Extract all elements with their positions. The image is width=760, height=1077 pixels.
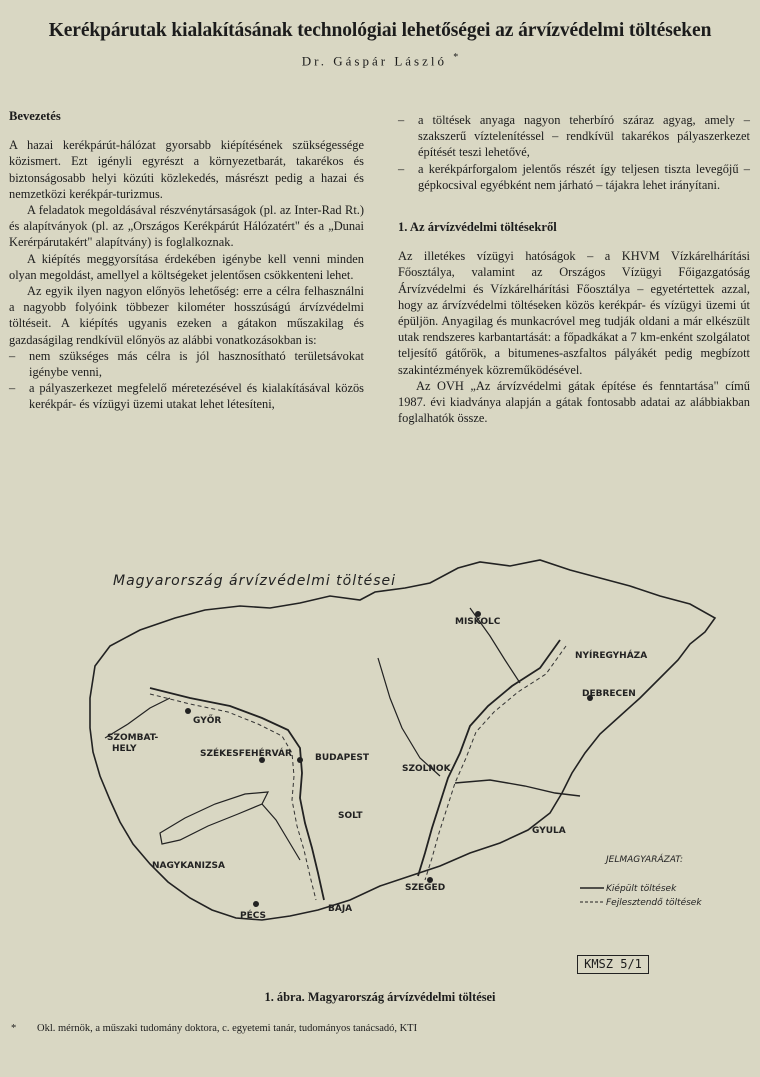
paragraph: A feladatok megoldásával részvénytársaságok (pl. az Inter-Rad Rt.) és alapítványok (pl. az „Országos Kerékpárút Hálózatért" és a „Dunai Kerérpárutakért" alapítvány) is foglalkoznak. [9,203,364,250]
author-name: Dr. Gáspár László [301,53,447,69]
city-szekesfehervar: SZÉKESFEHÉRVÁR [200,749,292,759]
bullet-list [9,348,364,413]
list-item-text: a kerékpárforgalom jelentős részét így teljesen tiszta levegőjű – gépkocsival egyébként nem járható – tájakra lehet irányítani. [418,161,750,192]
map-drawing [0,548,760,988]
footnote-text: Okl. mérnök, a műszaki tudomány doktora, c. egyetemi tanár, tudományos tanácsadó, KTI [37,1023,418,1034]
left-column [9,108,364,413]
paragraph: A hazai kerékpárút-hálózat gyorsabb kiépítésének szükségessége közismert. Ezt igényli egyrészt a környezetbarát, takarékos és biztonságosabb helyi közúti közlekedés, másrészt pedig a hazai és nemzetközi kerékpár-turizmus. [9,138,364,201]
paragraph: A kiépítés meggyorsítása érdekében igénybe kell venni minden olyan megoldást, amellyel a költségeket jelentősen csökkenteni lehet. [9,251,364,282]
figure-caption: 1. ábra. Magyarország árvízvédelmi töltései [264,990,496,1004]
list-item-text: a töltések anyaga nagyon teherbíró száraz agyag, amely – szakszerű víztelenítéssel – rendkívül takarékos pályaszerkezet építését teszi lehetővé, [418,113,750,160]
legend-title: JELMAGYARÁZAT: [606,855,683,865]
figure-code-box: KMSZ 5/1 [577,955,649,974]
city-gyula: GYULA [532,826,566,836]
flood-dike-map [0,548,760,988]
city-szombathely-1: SZOMBAT- [107,733,159,743]
city-miskolc: MISKOLC [455,617,501,627]
city-szombathely-2: HELY [112,744,137,754]
dash-marker: – [398,113,405,127]
bullet-list [398,112,750,193]
list-item-text: a pályaszerkezet megfelelő méretezésével és kialakításával közös kerékpár- és vízügyi üzemi utakat lehet létesíteni, [29,381,364,412]
city-debrecen: DEBRECEN [582,689,636,699]
paragraph: Az illetékes vízügyi hatóságok – a KHVM Vízkárelhárítási Főosztálya, valamint az Országos Vízügyi Főigazgatóság Árvízvédelmi és Vízkárelhárítási Főosztálya – egyetértettek azzal, hogy az árvízvédelmi töltéseken közös kerékpár- és vízügyi üzemi út épüljön. Anyagilag és munkacróvel meg tudják oldani a már elkészült utak rendszeres karbantartását: a főpadkákat a 7 km-enként szolgálatot teljesítő gátőrök, a bitumenes-aszfaltos pályákét pedig megbízott szakintézmények közreműködésével. [398,249,750,377]
city-marker-pecs [253,901,259,907]
city-szeged: SZEGED [405,883,446,893]
paragraph: Az egyik ilyen nagyon előnyös lehetőség: erre a célra felhasználni a nagyobb folyóink többezer kilométer hosszúságú árvízvédelmi töltéseit. A kiépítés ugyanis ezeken a gátakon műszakilag és gazdaságilag rendkívül előnyös az alábbi vonatkozásokban is: [9,284,364,347]
city-nyiregyhaza: NYÍREGYHÁZA [575,651,648,661]
city-nagykanizsa: NAGYKANIZSA [152,861,225,871]
dash-marker: – [9,381,16,396]
city-gyor: GYŐR [193,716,222,726]
river-tisza [418,640,560,876]
list-item [398,161,750,193]
city-budapest: BUDAPEST [315,753,369,763]
right-column [398,112,750,426]
city-marker-gyor [185,708,191,714]
list-item [9,380,364,412]
city-marker-budapest [297,757,303,763]
dash-marker: – [398,161,405,176]
dash-marker: – [9,348,16,363]
section-heading-dikes: 1. Az árvízvédelmi töltésekről [398,220,557,235]
paragraph: Az OVH „Az árvízvédelmi gátak építése és fenntartása" című 1987. évi kiadványa alapján a gátak fontosabb adatai az alábbiakban foglalhatók össze. [398,378,750,426]
city-pecs: PÉCS [240,911,266,921]
legend-planned: Fejlesztendő töltések [606,898,702,908]
author-line [0,52,760,69]
river-zagyva [378,658,440,776]
list-item-text: nem szükséges más célra is jól hasznosítható területsávokat igénybe venni, [29,348,364,380]
lake-balaton [160,792,268,844]
city-szolnok: SZOLNOK [402,764,451,774]
river-koros [455,780,580,796]
section-heading-intro: Bevezetés [9,109,61,123]
map-title: Magyarország árvízvédelmi töltései [113,573,397,589]
legend-built: Kiépült töltések [606,884,677,894]
list-item [398,112,750,161]
footnote-mark: * [11,1023,17,1034]
author-footnote-mark: * [453,52,459,63]
list-item [9,348,364,380]
city-solt: SOLT [338,811,363,821]
footnote [11,1023,751,1034]
river-raba [105,698,170,738]
city-baja: BAJA [328,904,353,914]
page-title: Kerékpárutak kialakításának technológiai lehetőségei az árvízvédelmi töltéseken [48,20,712,41]
